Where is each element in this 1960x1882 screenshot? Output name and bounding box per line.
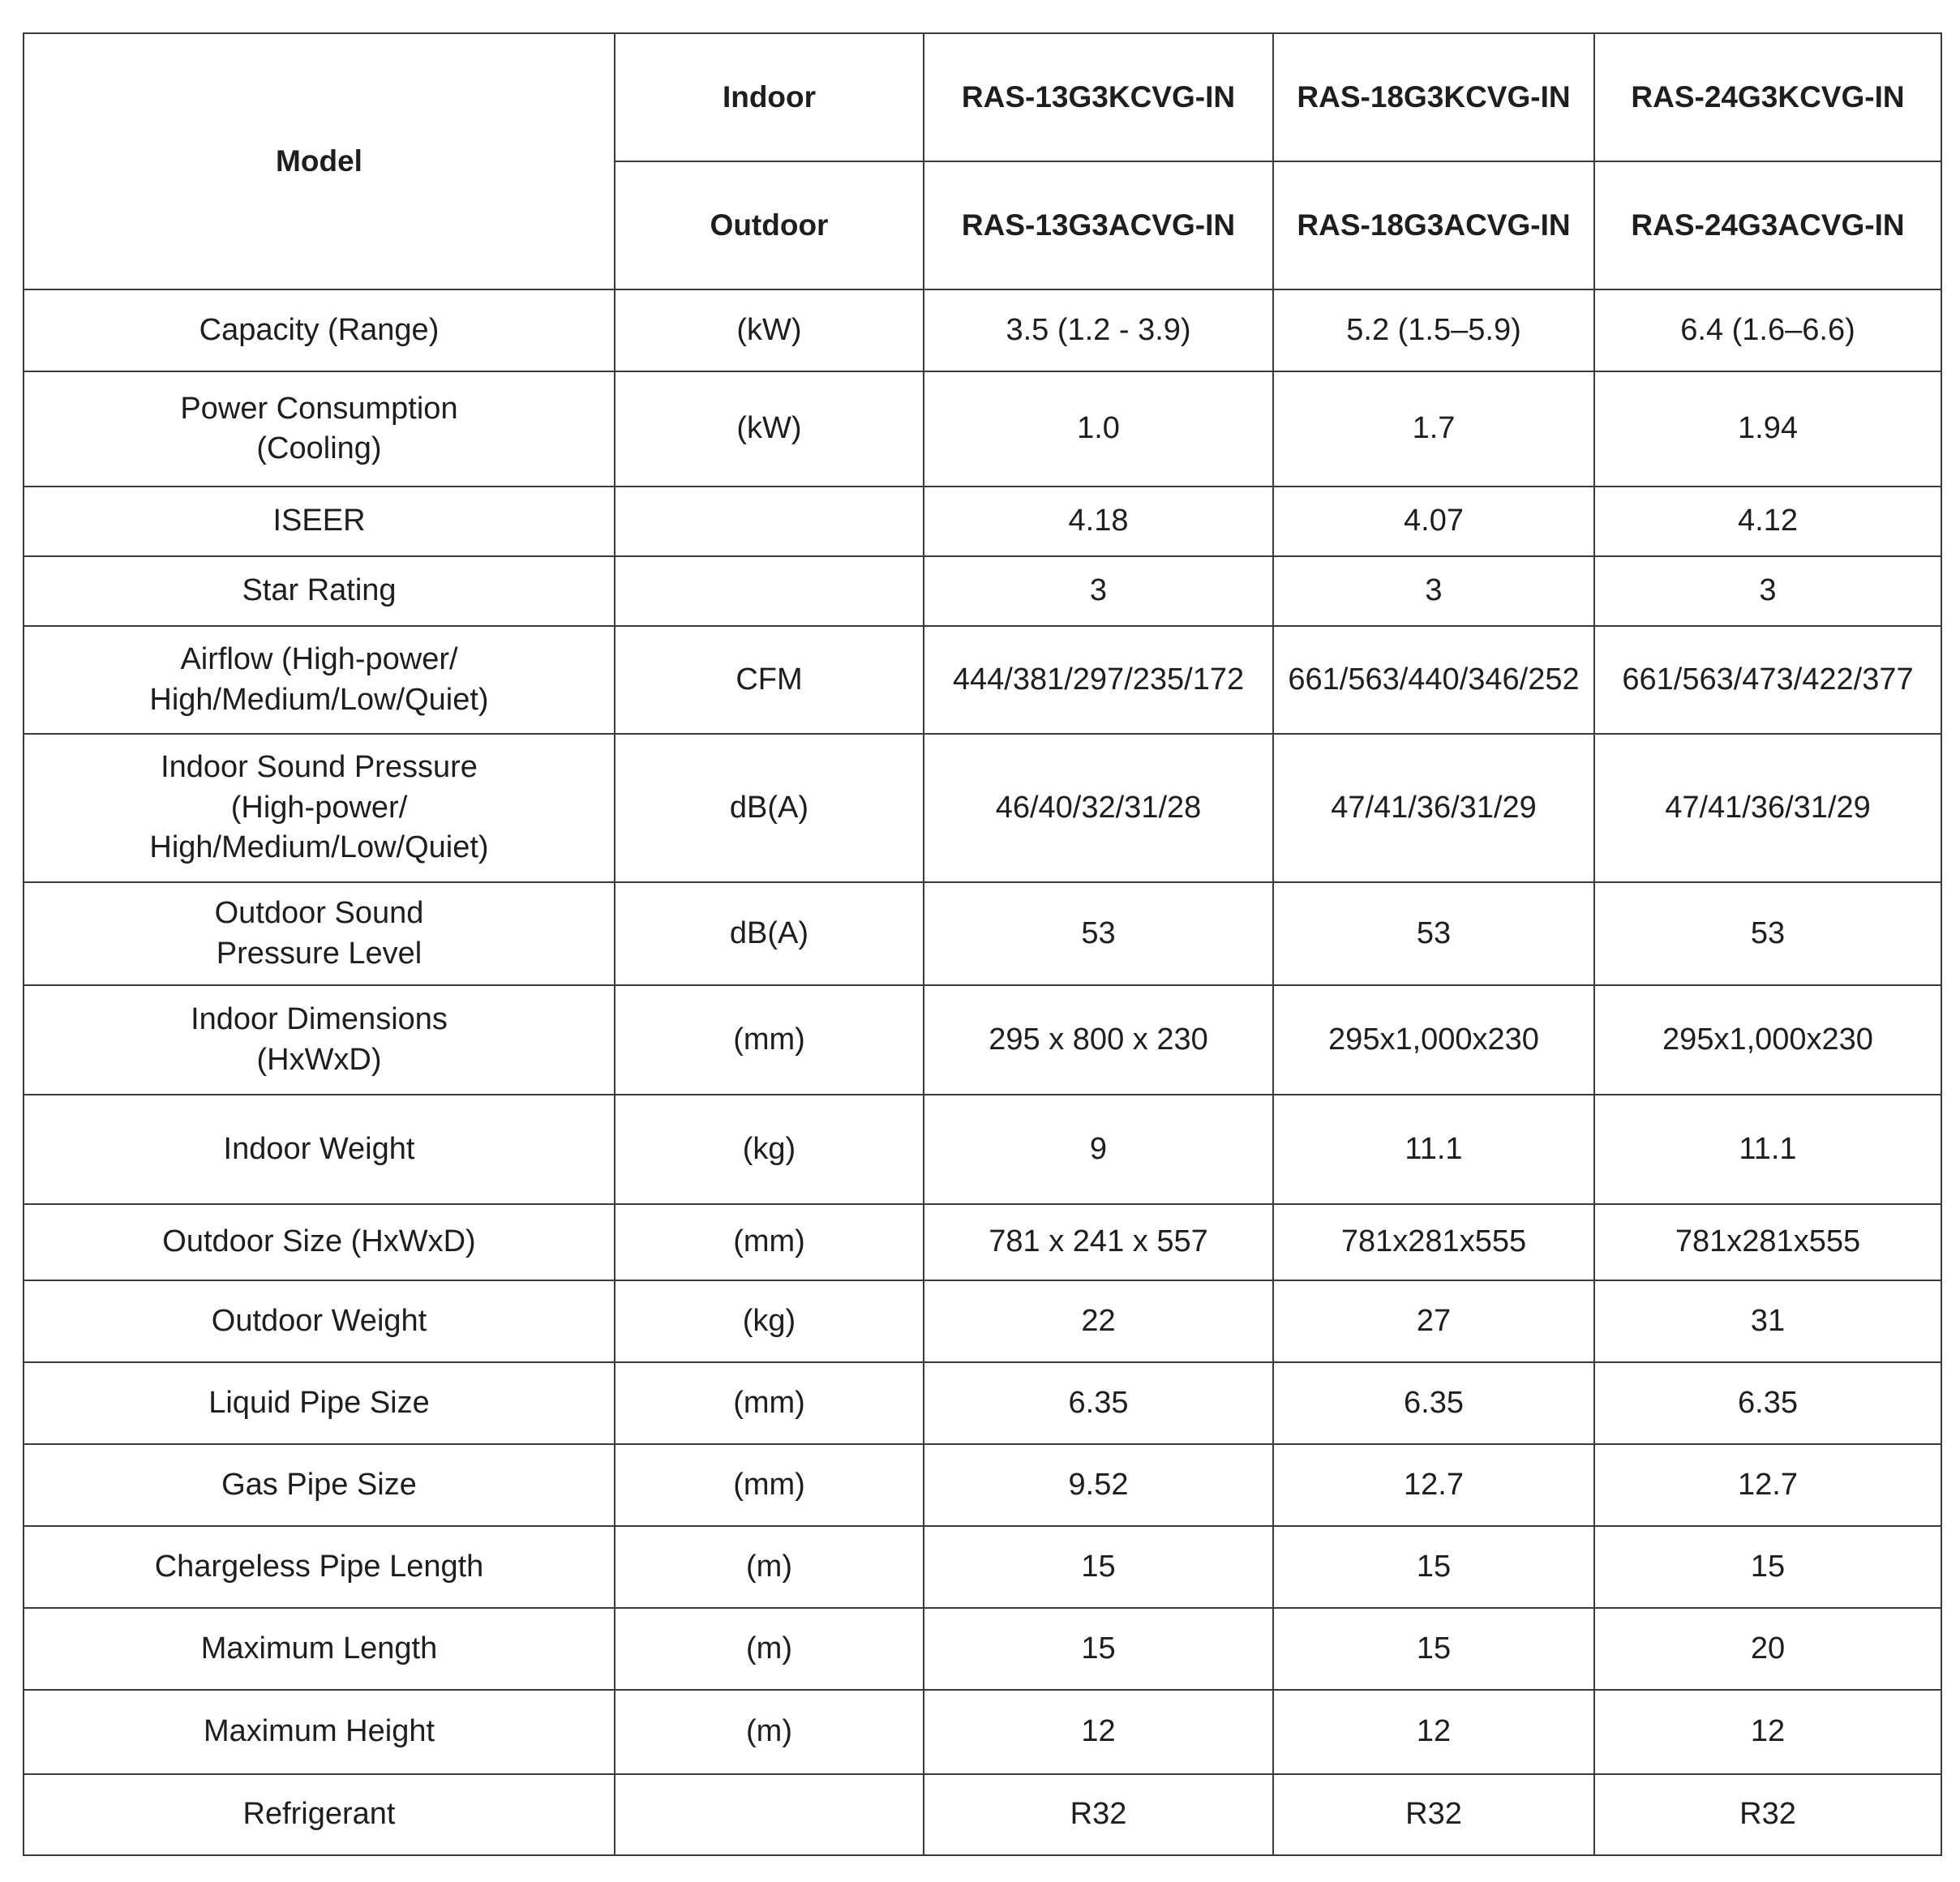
spec-label-line: Maximum Length bbox=[200, 1631, 438, 1666]
spec-value-cell: 27 bbox=[1273, 1280, 1594, 1362]
spec-value-cell: R32 bbox=[924, 1774, 1273, 1855]
spec-value-cell: 12 bbox=[1594, 1690, 1941, 1774]
spec-label-line: Outdoor Size (HxWxD) bbox=[162, 1224, 476, 1259]
outdoor-model-cell: RAS-18G3ACVG-IN bbox=[1273, 161, 1594, 289]
spec-label-cell bbox=[24, 882, 615, 985]
spec-label-line: Liquid Pipe Size bbox=[208, 1385, 430, 1420]
spec-value-cell: 11.1 bbox=[1594, 1095, 1941, 1204]
spec-value-cell: 1.94 bbox=[1594, 371, 1941, 487]
spec-label-cell bbox=[24, 556, 615, 626]
indoor-model-cell: RAS-24G3KCVG-IN bbox=[1594, 33, 1941, 161]
spec-value-cell: 12 bbox=[1273, 1690, 1594, 1774]
spec-value-cell: 1.0 bbox=[924, 371, 1273, 487]
spec-value-cell: 6.35 bbox=[924, 1362, 1273, 1444]
spec-value-cell: 4.12 bbox=[1594, 487, 1941, 556]
header-row-indoor bbox=[24, 33, 1941, 161]
spec-value-cell: 3 bbox=[1594, 556, 1941, 626]
spec-unit-cell bbox=[615, 1774, 924, 1855]
spec-value-cell: 46/40/32/31/28 bbox=[924, 734, 1273, 882]
spec-label-line: Airflow (High-power/ bbox=[180, 642, 458, 677]
spec-row bbox=[24, 1526, 1941, 1608]
spec-unit-cell: (kg) bbox=[615, 1095, 924, 1204]
spec-label-cell bbox=[24, 1690, 615, 1774]
spec-label-line: (High-power/ bbox=[230, 790, 408, 825]
indoor-model-cell: RAS-18G3KCVG-IN bbox=[1273, 33, 1594, 161]
spec-row bbox=[24, 556, 1941, 626]
spec-value-cell: 53 bbox=[1273, 882, 1594, 985]
spec-row bbox=[24, 985, 1941, 1095]
spec-label-line: Chargeless Pipe Length bbox=[154, 1549, 484, 1584]
spec-label-cell bbox=[24, 487, 615, 556]
spec-label-cell bbox=[24, 1280, 615, 1362]
spec-value-cell: 781x281x555 bbox=[1273, 1204, 1594, 1280]
spec-row bbox=[24, 1362, 1941, 1444]
spec-label-line: Outdoor Sound bbox=[214, 896, 424, 931]
spec-value-cell: 781 x 241 x 557 bbox=[924, 1204, 1273, 1280]
spec-label-line: Gas Pipe Size bbox=[221, 1467, 417, 1502]
spec-unit-cell bbox=[615, 556, 924, 626]
spec-label-cell bbox=[24, 1204, 615, 1280]
spec-unit-cell: (m) bbox=[615, 1608, 924, 1690]
spec-label-cell bbox=[24, 1095, 615, 1204]
spec-unit-cell: (kW) bbox=[615, 289, 924, 371]
spec-value-cell: 15 bbox=[1594, 1526, 1941, 1608]
spec-label-line: (Cooling) bbox=[256, 431, 382, 465]
spec-label-line: Indoor Weight bbox=[223, 1131, 415, 1166]
spec-value-cell: 9 bbox=[924, 1095, 1273, 1204]
spec-value-cell: 661/563/440/346/252 bbox=[1273, 626, 1594, 734]
spec-value-cell: 47/41/36/31/29 bbox=[1273, 734, 1594, 882]
spec-row bbox=[24, 1608, 1941, 1690]
outdoor-model-cell: RAS-13G3ACVG-IN bbox=[924, 161, 1273, 289]
spec-unit-cell: (m) bbox=[615, 1690, 924, 1774]
spec-row bbox=[24, 734, 1941, 882]
spec-value-cell: 53 bbox=[924, 882, 1273, 985]
spec-label-cell bbox=[24, 626, 615, 734]
spec-value-cell: 6.35 bbox=[1273, 1362, 1594, 1444]
spec-label-line: Power Consumption bbox=[180, 391, 458, 426]
spec-value-cell: 661/563/473/422/377 bbox=[1594, 626, 1941, 734]
spec-value-cell: 12.7 bbox=[1273, 1444, 1594, 1526]
spec-value-cell: R32 bbox=[1273, 1774, 1594, 1855]
spec-row bbox=[24, 1690, 1941, 1774]
spec-row bbox=[24, 1444, 1941, 1526]
spec-label-cell bbox=[24, 985, 615, 1095]
spec-value-cell: 444/381/297/235/172 bbox=[924, 626, 1273, 734]
outdoor-header-cell: Outdoor bbox=[615, 161, 924, 289]
spec-label-cell bbox=[24, 734, 615, 882]
spec-value-cell: 15 bbox=[1273, 1526, 1594, 1608]
indoor-model-cell: RAS-13G3KCVG-IN bbox=[924, 33, 1273, 161]
spec-row bbox=[24, 626, 1941, 734]
outdoor-model-cell: RAS-24G3ACVG-IN bbox=[1594, 161, 1941, 289]
spec-label-line: Outdoor Weight bbox=[211, 1303, 427, 1338]
spec-value-cell: 6.35 bbox=[1594, 1362, 1941, 1444]
spec-label-line: (HxWxD) bbox=[256, 1042, 382, 1077]
spec-unit-cell: (m) bbox=[615, 1526, 924, 1608]
spec-unit-cell: (mm) bbox=[615, 1444, 924, 1526]
spec-value-cell: 781x281x555 bbox=[1594, 1204, 1941, 1280]
spec-value-cell: 1.7 bbox=[1273, 371, 1594, 487]
spec-value-cell: 20 bbox=[1594, 1608, 1941, 1690]
spec-label-line: High/Medium/Low/Quiet) bbox=[149, 830, 489, 865]
spec-value-cell: 47/41/36/31/29 bbox=[1594, 734, 1941, 882]
spec-unit-cell: dB(A) bbox=[615, 882, 924, 985]
spec-row bbox=[24, 371, 1941, 487]
spec-value-cell: 295x1,000x230 bbox=[1273, 985, 1594, 1095]
spec-value-cell: 31 bbox=[1594, 1280, 1941, 1362]
spec-label-cell bbox=[24, 1608, 615, 1690]
spec-value-cell: 3 bbox=[924, 556, 1273, 626]
spec-unit-cell: (mm) bbox=[615, 1204, 924, 1280]
spec-unit-cell: (mm) bbox=[615, 1362, 924, 1444]
spec-value-cell: 15 bbox=[924, 1526, 1273, 1608]
spec-row bbox=[24, 882, 1941, 985]
spec-value-cell: 15 bbox=[1273, 1608, 1594, 1690]
spec-label-cell bbox=[24, 1526, 615, 1608]
spec-row bbox=[24, 289, 1941, 371]
spec-label-cell bbox=[24, 289, 615, 371]
spec-label-line: High/Medium/Low/Quiet) bbox=[149, 682, 489, 717]
spec-value-cell: 6.4 (1.6–6.6) bbox=[1594, 289, 1941, 371]
spec-row bbox=[24, 1280, 1941, 1362]
spec-unit-cell bbox=[615, 487, 924, 556]
spec-unit-cell: (mm) bbox=[615, 985, 924, 1095]
spec-value-cell: R32 bbox=[1594, 1774, 1941, 1855]
spec-value-cell: 11.1 bbox=[1273, 1095, 1594, 1204]
spec-table-body bbox=[24, 33, 1941, 1855]
spec-row bbox=[24, 1095, 1941, 1204]
spec-label-line: Star Rating bbox=[242, 573, 397, 608]
spec-unit-cell: CFM bbox=[615, 626, 924, 734]
spec-label-line: Refrigerant bbox=[242, 1797, 396, 1832]
spec-label-line: Pressure Level bbox=[216, 936, 422, 971]
spec-row bbox=[24, 1774, 1941, 1855]
spec-row bbox=[24, 487, 1941, 556]
spec-value-cell: 12.7 bbox=[1594, 1444, 1941, 1526]
spec-label-line: Capacity (Range) bbox=[199, 312, 440, 347]
spec-value-cell: 12 bbox=[924, 1690, 1273, 1774]
spec-unit-cell: (kW) bbox=[615, 371, 924, 487]
spec-label-cell bbox=[24, 371, 615, 487]
spec-value-cell: 4.07 bbox=[1273, 487, 1594, 556]
spec-value-cell: 9.52 bbox=[924, 1444, 1273, 1526]
spec-value-cell: 15 bbox=[924, 1608, 1273, 1690]
spec-value-cell: 53 bbox=[1594, 882, 1941, 985]
spec-value-cell: 3 bbox=[1273, 556, 1594, 626]
spec-label-line: Indoor Dimensions bbox=[191, 1002, 448, 1037]
spec-unit-cell: (kg) bbox=[615, 1280, 924, 1362]
spec-row bbox=[24, 1204, 1941, 1280]
model-header-cell: Model bbox=[24, 33, 615, 289]
spec-value-cell: 3.5 (1.2 - 3.9) bbox=[924, 289, 1273, 371]
spec-label-cell bbox=[24, 1774, 615, 1855]
spec-label-line: Indoor Sound Pressure bbox=[161, 750, 478, 785]
indoor-header-cell: Indoor bbox=[615, 33, 924, 161]
spec-label-cell bbox=[24, 1444, 615, 1526]
spec-unit-cell: dB(A) bbox=[615, 734, 924, 882]
spec-table bbox=[23, 32, 1942, 1856]
spec-value-cell: 5.2 (1.5–5.9) bbox=[1273, 289, 1594, 371]
spec-label-line: ISEER bbox=[272, 504, 366, 538]
spec-value-cell: 295 x 800 x 230 bbox=[924, 985, 1273, 1095]
spec-value-cell: 4.18 bbox=[924, 487, 1273, 556]
spec-value-cell: 295x1,000x230 bbox=[1594, 985, 1941, 1095]
spec-label-cell bbox=[24, 1362, 615, 1444]
spec-value-cell: 22 bbox=[924, 1280, 1273, 1362]
spec-label-line: Maximum Height bbox=[203, 1714, 435, 1749]
